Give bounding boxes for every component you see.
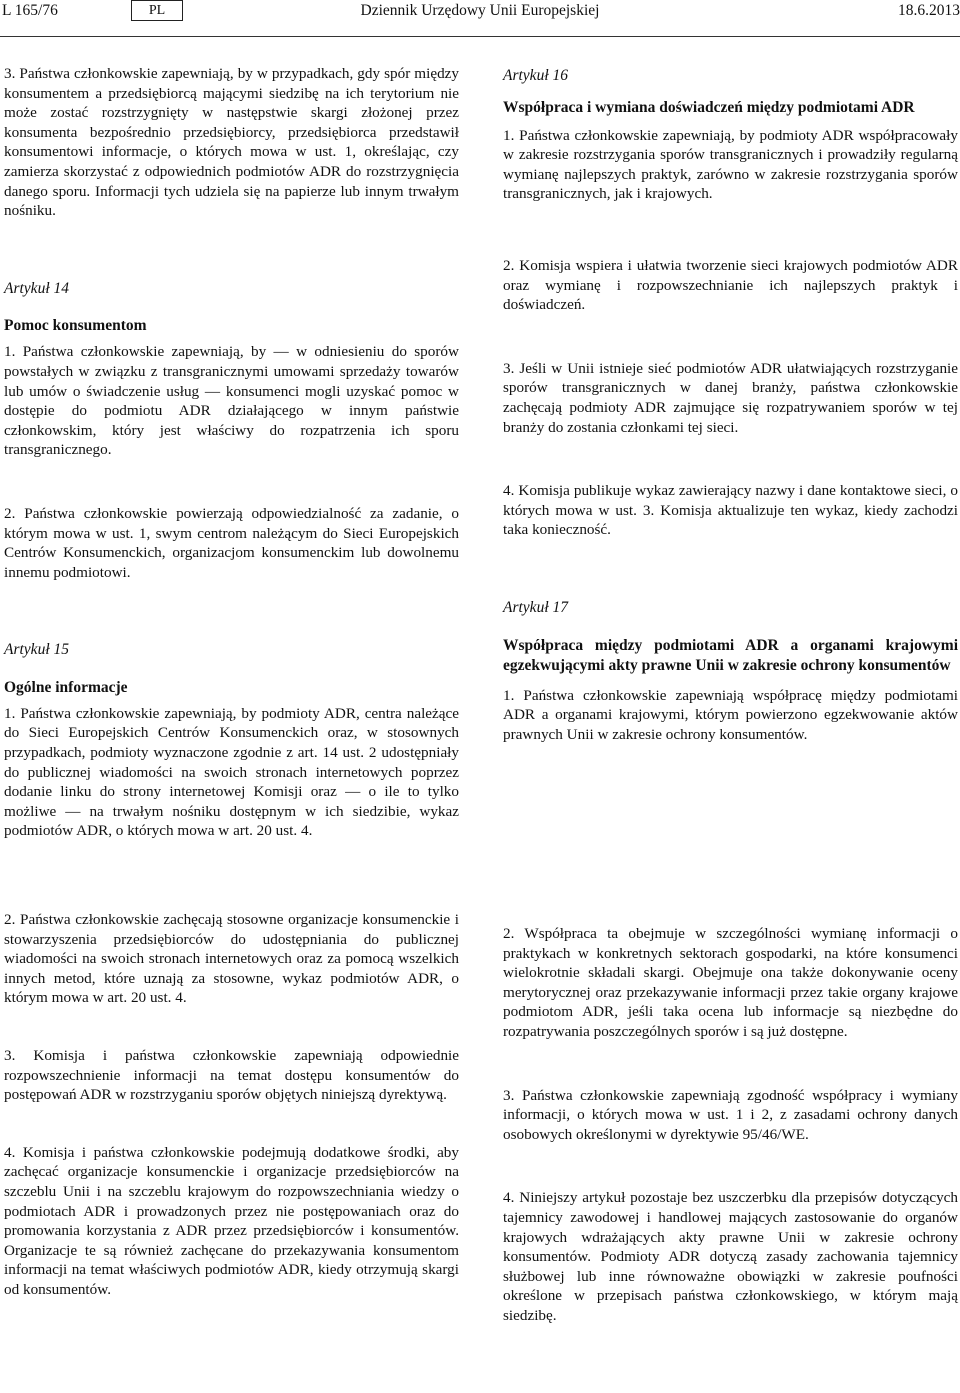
publication-date: 18.6.2013 — [898, 2, 960, 19]
paragraph: 3. Komisja i państwa członkowskie zapewniają odpowiednie rozpowszechnienie informacji na temat dostępu konsumentów do postępowań ADR w rozstrzyganiu sporów objętych niniejszą dyrektywą. — [4, 1046, 459, 1104]
language-box: PL — [131, 0, 183, 21]
left-column-bottom — [4, 910, 459, 1300]
paragraph: 2. Państwa członkowskie zachęcają stosowne organizacje konsumenckie i stowarzyszenia przedsiębiorców do udostępniania do publicznej wiadomości na swoich stronach internetowych oraz za pomocą wszelkich innych metod, które uznają za stosowne, wykaz podmiotów ADR, o którym mowa w art. 20 ust. 4. — [4, 911, 459, 1007]
header-rule — [0, 36, 960, 37]
paragraph: 4. Niniejszy artykuł pozostaje bez uszczerbku dla przepisów dotyczących tajemnicy zawodowej i handlowej mających zastosowanie do organów krajowych wdrażających akty prawne Unii w zakresie ochrony konsumentów. Podmioty ADR dotyczą zasady zachowania tajemnicy służbowej lub inne równoważne obowiązki w zakresie poufności określone w przepisach państwa członkowskiego, w którym mają siedzibę. — [503, 1189, 958, 1324]
paragraph: 1. Państwa członkowskie zapewniają współpracę między podmiotami ADR a organami krajowymi, którym powierzono egzekwowanie aktów prawnych Unii w zakresie ochrony konsumentów. — [503, 686, 958, 743]
paragraph: 1. Państwa członkowskie zapewniają, by podmioty ADR, centra należące do Sieci Europejskich Centrów Konsumenckich oraz, w stosownych przypadkach, podmioty wyznaczone zgodnie z art. 14 ust. 2 udostępniały do publicznej wiadomości na swoich stronach internetowych poprzez dodanie linku do strony internetowej Komisji oraz — o ile to tylko możliwe — na trwałym nośniku dostępnym w ich siedzibie, wykaz podmiotów ADR, o których mowa w art. 20 ust. 4. — [4, 704, 459, 840]
paragraph: 2. Współpraca ta obejmuje w szczególności wymianę informacji o praktykach w konkretnych sektorach gospodarki, na które konsumenci wielokrotnie składali skargi. Obejmuje ona także dokonywanie oceny merytorycznej oraz przekazywanie informacji przez takie organy krajowe podmiotom ADR, jeśli taka ocena lub informacje są niezbędne do rozpatrywania poszczególnych sporów i są już dostępne. — [503, 925, 958, 1040]
paragraph: 4. Komisja i państwa członkowskie podejmują dodatkowe środki, aby zachęcać organizacje konsumenckie i organizacje przedsiębiorców na szczeblu Unii i na szczeblu krajowym do rozpowszechniania wiedzy o podmiotach ADR i prowadzonych przez nie postępowaniach oraz do promowania korzystania z ADR przez przedsiębiorców i konsumentów. Organizacje te są również zachęcane do przekazywania konsumentom informacji na temat właściwych podmiotów ADR, kiedy otrzymują skargi od konsumentów. — [4, 1143, 459, 1298]
article-16-title: Współpraca i wymiana doświadczeń między podmiotami ADR — [503, 98, 915, 116]
paragraph: 3. Jeśli w Unii istnieje sieć podmiotów ADR ułatwiających rozstrzyganie sporów transgranicznych w danej branży, państwa członkowskie zachęcają podmioty ADR zajmujące się rozpatrywaniem sporów w tej branży do zostania członkami tej sieci. — [503, 359, 958, 436]
right-column-top — [503, 66, 958, 744]
paragraph: 3. Państwa członkowskie zapewniają, by w przypadkach, gdy spór między konsumentem a przedsiębiorcą mającymi siedzibę na ich terytorium nie może zostać rozstrzygnięty w następstwie skargi złożonej przez konsumenta bezpośrednio przedsiębiorcy, przedsiębiorca przedstawił konsumentowi informacje, o których mowa w ust. 1, określając, czy zamierza skorzystać z odpowiednich podmiotów ADR do rozstrzygnięcia danego sporu. Informacji tych udziela się na papierze lub innym trwałym nośniku. — [4, 65, 459, 220]
paragraph: 2. Państwa członkowskie powierzają odpowiedzialność za zadanie, o którym mowa w ust. 1, swym centrom należącym do Sieci Europejskich Centrów Konsumenckich, organizacjom konsumenckim lub dowolnemu innemu podmiotowi. — [4, 504, 459, 581]
left-column-top — [4, 64, 459, 841]
journal-title: Dziennik Urzędowy Unii Europejskiej — [360, 2, 600, 19]
article-16-number: Artykuł 16 — [503, 67, 568, 84]
paragraph: 1. Państwa członkowskie zapewniają, by podmioty ADR współpracowały w zakresie rozstrzygania sporów transgranicznych i prowadziły regularną wymianę najlepszych praktyk, zarówno w zakresie rozstrzygania sporów transgranicznych, jak i krajowych. — [503, 126, 958, 203]
page-reference: L 165/76 — [2, 2, 58, 19]
article-14-title: Pomoc konsumentom — [4, 317, 147, 335]
article-15-number: Artykuł 15 — [4, 641, 69, 659]
article-17-number: Artykuł 17 — [503, 598, 568, 616]
paragraph: 2. Komisja wspiera i ułatwia tworzenie sieci krajowych podmiotów ADR oraz wymianę i rozpowszechnianie ich najlepszych praktyk i doświadczeń. — [503, 256, 958, 314]
right-column-bottom — [503, 924, 958, 1326]
paragraph: 4. Komisja publikuje wykaz zawierający nazwy i dane kontaktowe sieci, o których mowa w ust. 3. Komisja aktualizuje ten wykaz, kiedy zachodzi taka konieczność. — [503, 482, 958, 539]
article-17-title: Współpraca między podmiotami ADR a organami krajowymi egzekwującymi akty prawne Unii w zakresie ochrony konsumentów — [503, 636, 958, 674]
article-15-title: Ogólne informacje — [4, 678, 128, 696]
paragraph: 3. Państwa członkowskie zapewniają zgodność współpracy i wymiany informacji, o których mowa w ust. 1 i 2, z zasadami ochrony danych osobowych określonymi w dyrektywie 95/46/WE. — [503, 1086, 958, 1143]
article-14-number: Artykuł 14 — [4, 279, 69, 297]
paragraph: 1. Państwa członkowskie zapewniają, by — w odniesieniu do sporów powstałych w związku z transgranicznymi umowami sprzedaży towarów lub umów o świadczenie usług — konsumenci mogli uzyskać pomoc w dostępie do podmiotu ADR działającego w innym państwie członkowskim, który jest właściwy do rozpatrzenia ich sporu transgranicznego. — [4, 343, 459, 459]
page-header — [0, 0, 960, 24]
